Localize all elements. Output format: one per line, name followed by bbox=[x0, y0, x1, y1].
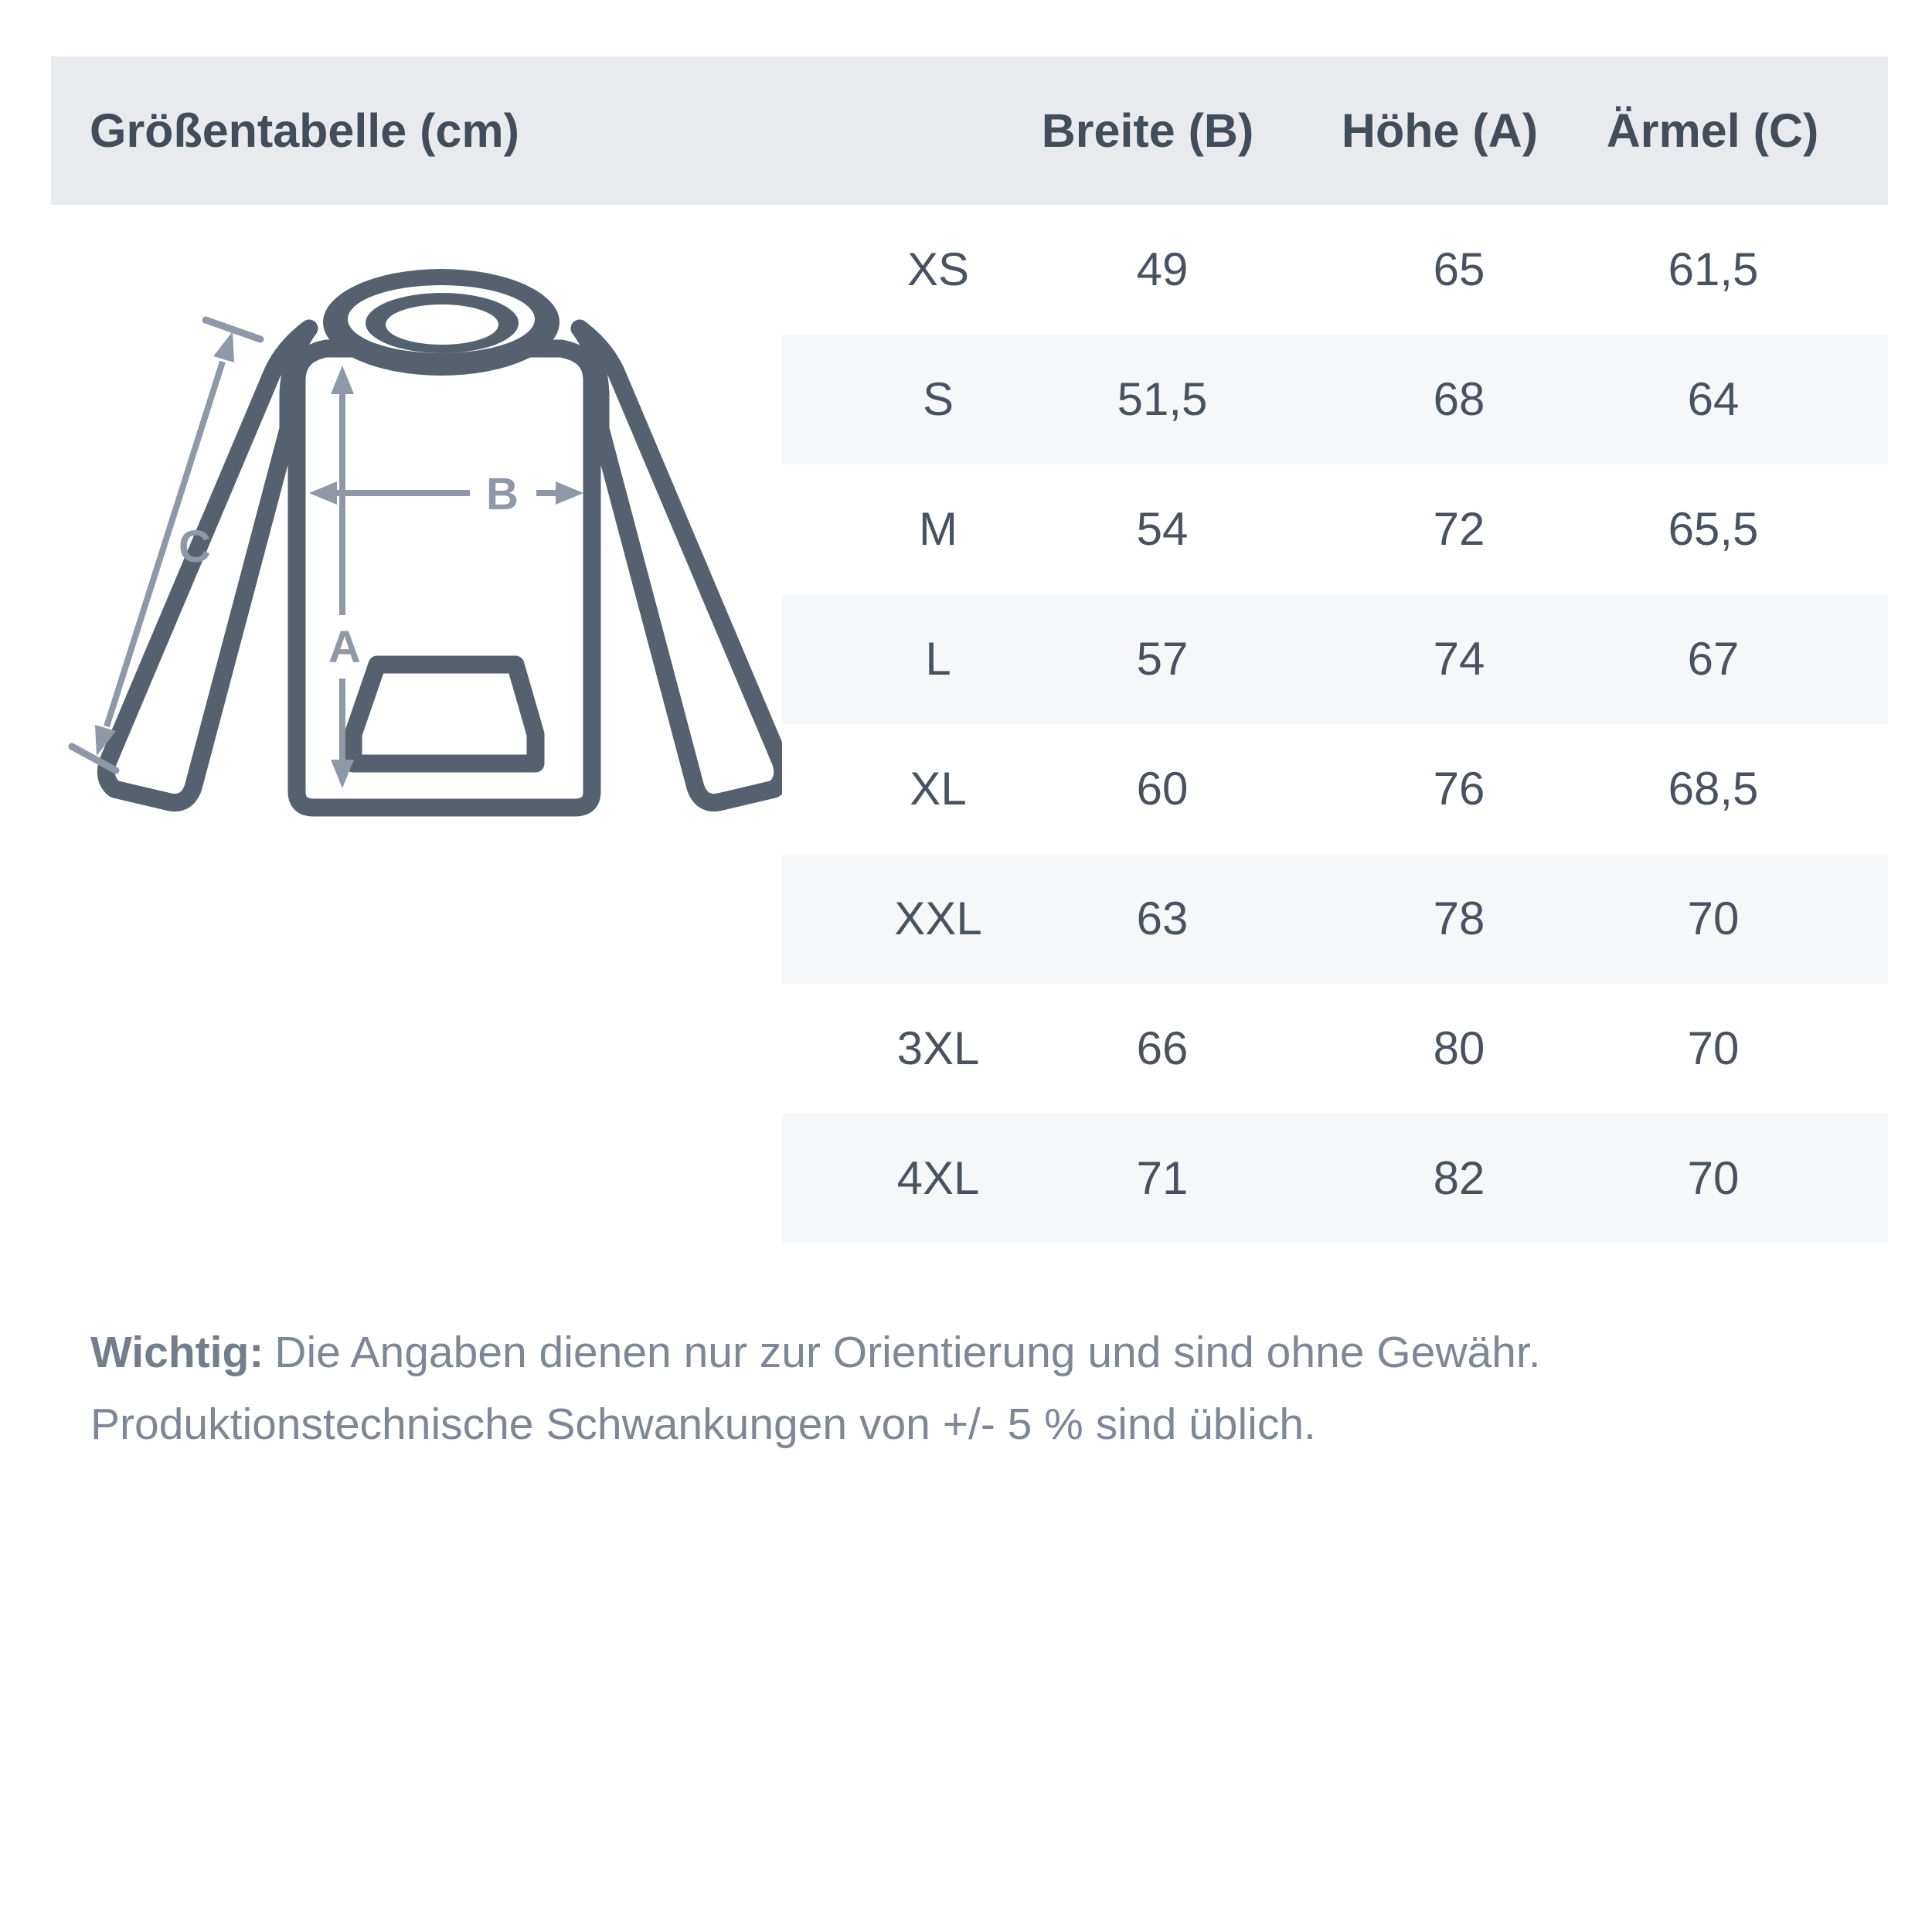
hoodie-pocket bbox=[353, 665, 536, 764]
dim-label-b: B bbox=[486, 469, 519, 519]
cell-aermel: 70 bbox=[1687, 1022, 1740, 1074]
cell-aermel: 61,5 bbox=[1668, 243, 1759, 295]
size-table bbox=[782, 205, 1888, 1243]
cell-size: 4XL bbox=[896, 1152, 980, 1204]
cell-aermel: 64 bbox=[1687, 373, 1740, 425]
hoodie-sleeve-right bbox=[580, 328, 783, 803]
cell-size: XS bbox=[906, 243, 970, 295]
cell-aermel: 68,5 bbox=[1668, 763, 1759, 815]
cell-breite: 66 bbox=[1136, 1022, 1189, 1074]
cell-size: XL bbox=[910, 763, 967, 815]
cell-hoehe: 76 bbox=[1433, 763, 1485, 815]
cell-size: XXL bbox=[894, 893, 982, 944]
table-row-xs bbox=[782, 205, 1888, 335]
cell-breite: 51,5 bbox=[1117, 373, 1208, 425]
cell-hoehe: 74 bbox=[1433, 633, 1485, 685]
hoodie-measurement-diagram bbox=[51, 201, 785, 1020]
note-line2: Produktionstechnische Schwankungen von +/- 5 % sind üblich. bbox=[90, 1400, 1316, 1449]
page-title: Größentabelle (cm) bbox=[90, 104, 519, 157]
cell-hoehe: 78 bbox=[1433, 893, 1485, 944]
header-bar bbox=[51, 56, 1888, 205]
note-line1: Die Angaben dienen nur zur Orientierung und sind ohne Gewähr. bbox=[274, 1328, 1541, 1377]
note bbox=[90, 1317, 1883, 1461]
cell-hoehe: 65 bbox=[1433, 243, 1485, 295]
table-row-s bbox=[782, 335, 1888, 464]
table-row-3xl bbox=[782, 984, 1888, 1114]
cell-breite: 54 bbox=[1136, 503, 1189, 555]
table-row-l bbox=[782, 594, 1888, 724]
cell-aermel: 67 bbox=[1687, 633, 1740, 685]
cell-size: M bbox=[919, 503, 957, 555]
cell-breite: 71 bbox=[1136, 1152, 1189, 1204]
column-header-aermel: Ärmel (C) bbox=[1606, 104, 1819, 157]
cell-hoehe: 80 bbox=[1433, 1022, 1485, 1074]
cell-breite: 49 bbox=[1136, 243, 1189, 295]
table-row-xxl bbox=[782, 854, 1888, 984]
table-row-xl bbox=[782, 724, 1888, 854]
column-header-hoehe: Höhe (A) bbox=[1341, 104, 1539, 157]
dim-label-c: C bbox=[179, 522, 211, 572]
cell-breite: 60 bbox=[1136, 763, 1189, 815]
table-row-m bbox=[782, 464, 1888, 594]
dim-label-a: A bbox=[328, 622, 361, 672]
note-label: Wichtig: bbox=[90, 1328, 264, 1377]
cell-size: L bbox=[925, 633, 951, 685]
cell-aermel: 70 bbox=[1687, 1152, 1740, 1204]
arrow-c-head-top bbox=[213, 332, 234, 362]
cell-aermel: 65,5 bbox=[1668, 503, 1759, 555]
hood-opening bbox=[386, 304, 498, 345]
cell-aermel: 70 bbox=[1687, 893, 1740, 944]
cell-hoehe: 72 bbox=[1433, 503, 1485, 555]
cell-size: S bbox=[922, 373, 954, 425]
cell-size: 3XL bbox=[896, 1022, 980, 1074]
arrow-c-tick-top bbox=[206, 320, 260, 339]
cell-breite: 63 bbox=[1136, 893, 1189, 944]
table-row-4xl bbox=[782, 1114, 1888, 1243]
cell-breite: 57 bbox=[1136, 633, 1189, 685]
cell-hoehe: 82 bbox=[1433, 1152, 1485, 1204]
cell-hoehe: 68 bbox=[1433, 373, 1485, 425]
column-header-breite: Breite (B) bbox=[1041, 104, 1254, 157]
